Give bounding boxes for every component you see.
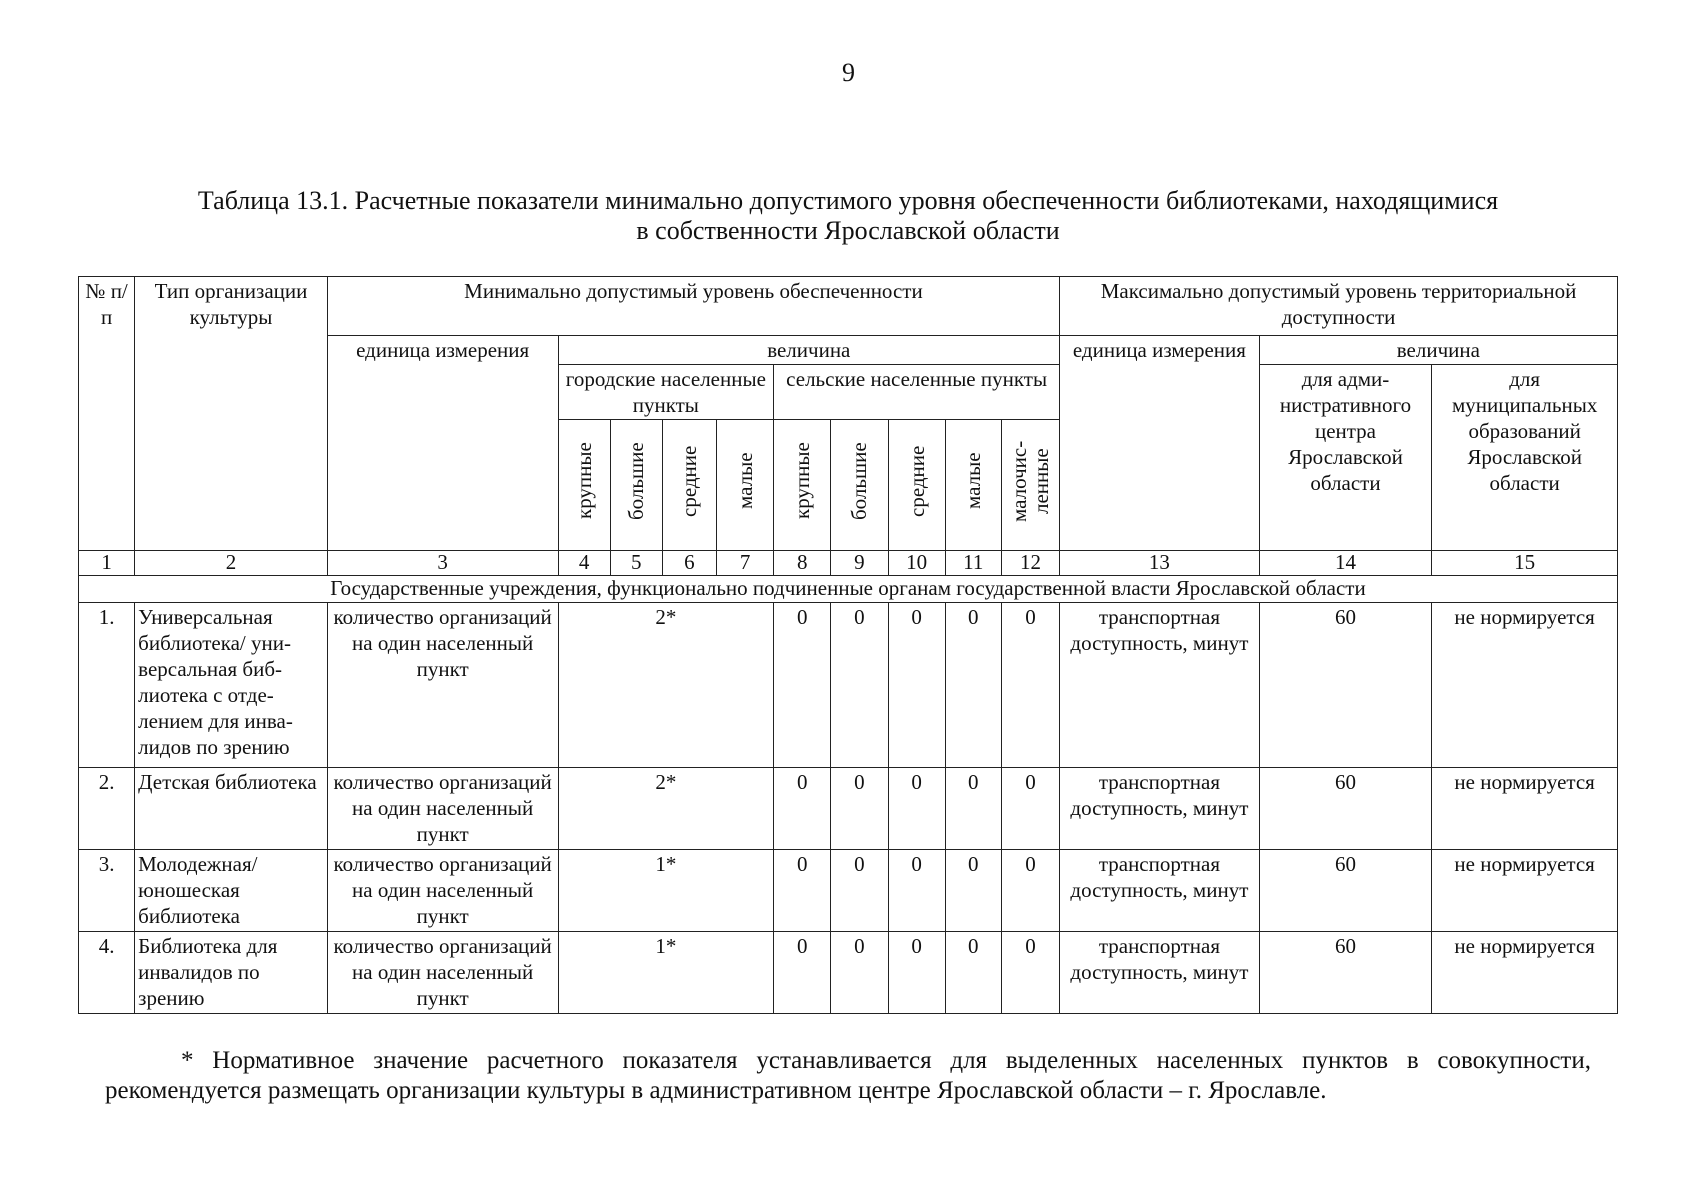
section-row	[79, 576, 1618, 603]
column-number: 11	[945, 551, 1001, 576]
row-access-unit: транспортная доступность, минут	[1060, 850, 1260, 932]
header-value-max: величина	[1259, 336, 1617, 365]
row-rural-value: 0	[1001, 850, 1059, 932]
header-unit-max: единица измерения	[1060, 336, 1260, 551]
row-num: 4.	[79, 932, 135, 1014]
column-number: 6	[662, 551, 716, 576]
row-type: Универсальная библиотека/ уни-версальная биб-лиотека с отде-лением для инва-лидов по зрению	[135, 603, 328, 768]
row-rural-value: 0	[888, 768, 945, 850]
row-urban-value: 2*	[558, 768, 774, 850]
row-rural-value: 0	[831, 768, 888, 850]
row-rural-value: 0	[945, 603, 1001, 768]
page-number: 9	[842, 58, 855, 87]
row-rural-value: 0	[945, 932, 1001, 1014]
row-type: Детская библиотека	[135, 768, 328, 850]
header-rural-tiny-label: малочис-ленные	[1007, 440, 1054, 522]
header-rural-small-label: малые	[961, 452, 986, 510]
row-rural-value: 0	[888, 850, 945, 932]
header-urban-medium	[662, 420, 716, 551]
column-number: 15	[1432, 551, 1618, 576]
header-rural-tiny	[1001, 420, 1059, 551]
row-unit: количество организаций на один населенный пункт	[327, 850, 558, 932]
column-numbers-row	[79, 551, 1618, 576]
header-row-top	[79, 277, 1618, 336]
column-number: 2	[135, 551, 328, 576]
table-row	[79, 850, 1618, 932]
row-urban-value: 1*	[558, 850, 774, 932]
row-num: 3.	[79, 850, 135, 932]
table-title	[78, 186, 1618, 246]
header-municipal: для муниципальных образований Ярославской области	[1432, 365, 1618, 551]
row-rural-value: 0	[1001, 768, 1059, 850]
row-type: Молодежная/ юношеская библиотека	[135, 850, 328, 932]
row-rural-value: 0	[888, 603, 945, 768]
row-municipal-value: не нормируется	[1432, 850, 1618, 932]
row-access-unit: транспортная доступность, минут	[1060, 768, 1260, 850]
header-type: Тип организации культуры	[135, 277, 328, 551]
row-rural-value: 0	[888, 932, 945, 1014]
header-value-min: величина	[558, 336, 1060, 365]
row-municipal-value: не нормируется	[1432, 932, 1618, 1014]
header-urban-small-label: малые	[733, 452, 758, 510]
row-rural-value: 0	[774, 932, 831, 1014]
header-unit-min: единица измерения	[327, 336, 558, 551]
column-number: 12	[1001, 551, 1059, 576]
row-access-unit: транспортная доступность, минут	[1060, 932, 1260, 1014]
row-rural-value: 0	[1001, 603, 1059, 768]
row-admin-value: 60	[1259, 850, 1432, 932]
row-admin-value: 60	[1259, 603, 1432, 768]
header-rural-large-label: крупные	[790, 442, 815, 520]
row-rural-value: 0	[774, 603, 831, 768]
row-municipal-value: не нормируется	[1432, 603, 1618, 768]
row-num: 1.	[79, 603, 135, 768]
header-urban: городские населенные пункты	[558, 365, 774, 420]
header-rural: сельские населенные пункты	[774, 365, 1060, 420]
header-admin-center: для адми-нистративного центра Ярославской области	[1259, 365, 1432, 551]
row-unit: количество организаций на один населенный пункт	[327, 932, 558, 1014]
header-rural-medium-label: средние	[904, 445, 929, 517]
row-admin-value: 60	[1259, 768, 1432, 850]
row-rural-value: 0	[774, 850, 831, 932]
column-number: 4	[558, 551, 610, 576]
row-unit: количество организаций на один населенный пункт	[327, 768, 558, 850]
row-rural-value: 0	[831, 850, 888, 932]
footnote: * Нормативное значение расчетного показателя устанавливается для выделенных населенных пунктов в совокупности, рекомендуется размещать организации культуры в административном центре Ярославской области – г. Ярославле.	[105, 1047, 1591, 1104]
header-urban-big-label: большие	[624, 442, 649, 520]
row-num: 2.	[79, 768, 135, 850]
header-urban-small	[716, 420, 773, 551]
header-rural-big-label: большие	[847, 442, 872, 520]
header-urban-large-label: крупные	[572, 442, 597, 520]
row-admin-value: 60	[1259, 932, 1432, 1014]
column-number: 14	[1259, 551, 1432, 576]
column-number: 5	[610, 551, 662, 576]
column-number: 3	[327, 551, 558, 576]
row-rural-value: 0	[831, 603, 888, 768]
table-row	[79, 932, 1618, 1014]
column-number: 10	[888, 551, 945, 576]
header-num: № п/п	[79, 277, 135, 551]
row-rural-value: 0	[831, 932, 888, 1014]
row-access-unit: транспортная доступность, минут	[1060, 603, 1260, 768]
row-type: Библиотека для инвалидов по зрению	[135, 932, 328, 1014]
norms-table	[78, 276, 1618, 1014]
row-rural-value: 0	[945, 768, 1001, 850]
row-rural-value: 0	[774, 768, 831, 850]
row-rural-value: 0	[1001, 932, 1059, 1014]
column-number: 8	[774, 551, 831, 576]
header-urban-big	[610, 420, 662, 551]
header-max-level: Максимально допустимый уровень территориальной доступности	[1060, 277, 1618, 336]
column-number: 9	[831, 551, 888, 576]
header-urban-medium-label: средние	[677, 445, 702, 517]
table-row	[79, 603, 1618, 768]
header-urban-large	[558, 420, 610, 551]
row-urban-value: 2*	[558, 603, 774, 768]
header-rural-small	[945, 420, 1001, 551]
header-rural-big	[831, 420, 888, 551]
header-rural-medium	[888, 420, 945, 551]
column-number: 7	[716, 551, 773, 576]
section-title: Государственные учреждения, функционально подчиненные органам государственной власти Ярославской области	[79, 576, 1618, 603]
column-number: 13	[1060, 551, 1260, 576]
table-row	[79, 768, 1618, 850]
header-min-level: Минимально допустимый уровень обеспеченности	[327, 277, 1059, 336]
table-title-line1: Таблица 13.1. Расчетные показатели минимально допустимого уровня обеспеченности библиотеками, находящимися	[197, 186, 1499, 215]
header-rural-large	[774, 420, 831, 551]
row-urban-value: 1*	[558, 932, 774, 1014]
row-rural-value: 0	[945, 850, 1001, 932]
column-number: 1	[79, 551, 135, 576]
table-title-line2: в собственности Ярославской области	[636, 216, 1060, 245]
row-municipal-value: не нормируется	[1432, 768, 1618, 850]
row-unit: количество организаций на один населенный пункт	[327, 603, 558, 768]
